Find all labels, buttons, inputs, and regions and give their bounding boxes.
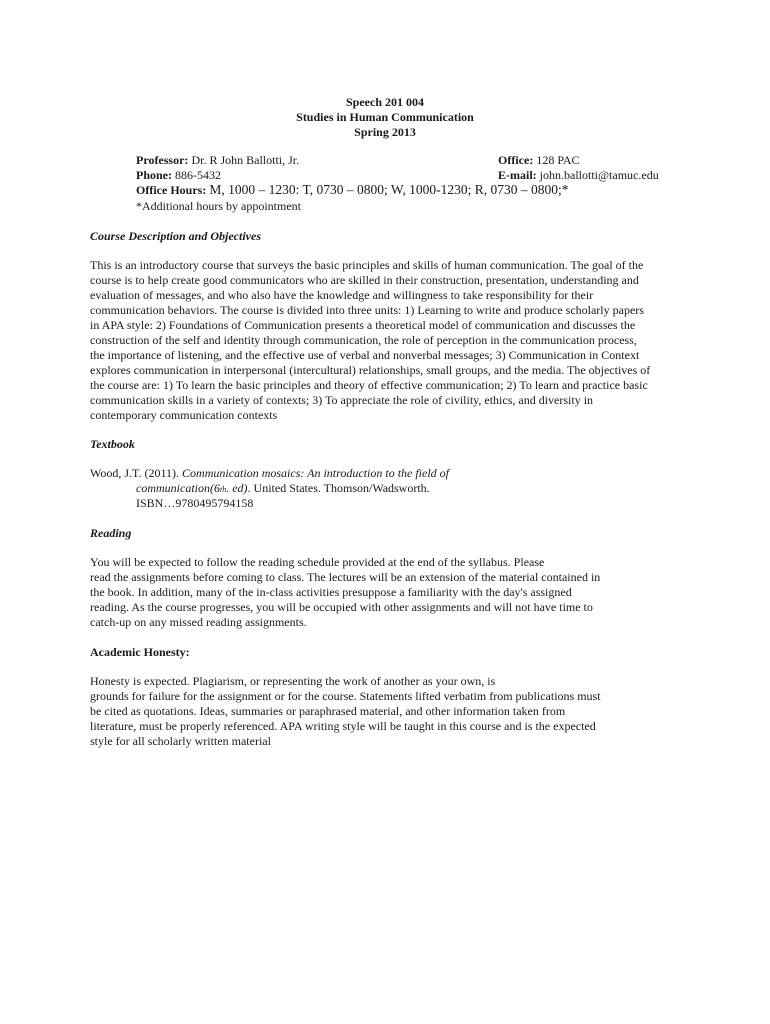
textbook-heading: Textbook [90,437,135,451]
honesty-line: literature, must be properly referenced. APA writing style will be taught in this course and is the expected [90,719,596,733]
description-line: This is an introductory course that surveys the basic principles and skills of human communication. The goal of the [90,258,644,272]
office-label: Office: [498,153,534,167]
reading-line: You will be expected to follow the reading schedule provided at the end of the syllabus. Please [90,555,545,569]
description-line: in APA style: 2) Foundations of Communication presents a theoretical model of communication and discusses the [90,318,636,332]
honesty-heading: Academic Honesty: [90,645,190,659]
phone-line [136,168,221,183]
course-term: Spring 2013 [354,125,416,139]
description-line: contemporary communication contexts [90,408,278,422]
textbook-title: Communication mosaics: An introduction to the field of [182,466,450,480]
textbook-citation-line2 [136,481,430,497]
reading-paragraph [90,555,680,630]
description-line: communication behaviors. The course is divided into three units: 1) Learning to write and produce scholarly papers [90,303,644,317]
reading-heading: Reading [90,526,132,540]
office-hours-value: M, 1000 – 1230: T, 0730 – 0800; W, 1000-1230; R, 0730 – 0800;* [209,182,569,197]
description-line: evaluation of messages, and who also have the knowledge and willingness to take responsibility for their [90,288,594,302]
office-value: 128 PAC [536,153,580,167]
textbook-isbn: ISBN…9780495794158 [136,496,254,510]
textbook-edition-sup: th [219,485,227,494]
office-hours-note: *Additional hours by appointment [136,199,301,213]
description-line: construction of the self and identity through communication, the role of perception in the communication process, [90,333,637,347]
description-line: the course are: 1) To learn the basic principles and theory of effective communication; 2) To learn and practice basic [90,378,648,392]
textbook-author: Wood, J.T. (2011). [90,466,183,480]
professor-label: Professor: [136,153,189,167]
description-line: the importance of listening, and the effective use of verbal and nonverbal messages; 3) Communication in Context [90,348,640,362]
textbook-citation-line1 [90,466,449,481]
honesty-line: grounds for failure for the assignment or for the course. Statements lifted verbatim from publications must [90,689,601,703]
email-line [498,168,659,183]
course-number: Speech 201 004 [346,95,424,109]
course-title: Studies in Human Communication [296,110,474,124]
description-line: explores communication in interpersonal (intercultural) relationships, small groups, and the media. The objectives of [90,363,651,377]
phone-value: 886-5432 [175,168,221,182]
email-value: john.ballotti@tamuc.edu [539,168,659,182]
description-line: course is to help create good communicators who are skilled in their construction, presentation, understanding and [90,273,639,287]
email-label: E-mail: [498,168,537,182]
textbook-title-cont: communication(6 [136,481,220,495]
description-line: communication skills in a variety of contexts; 3) To appreciate the role of civility, ethics, and diversity in [90,393,594,407]
reading-line: the book. In addition, many of the in-class activities presuppose a familiarity with the day's assigned [90,585,572,599]
honesty-paragraph [90,674,680,749]
professor-name: Dr. R John Ballotti, Jr. [191,153,300,167]
professor-line [136,153,299,168]
reading-line: read the assignments before coming to class. The lectures will be an extension of the material contained in [90,570,601,584]
reading-line: reading. As the course progresses, you will be occupied with other assignments and will not have time to [90,600,593,614]
office-hours-line [136,182,568,198]
reading-line: catch-up on any missed reading assignments. [90,615,307,629]
textbook-edition: . ed) [226,481,248,495]
honesty-line: style for all scholarly written material [90,734,271,748]
office-hours-label: Office Hours: [136,183,207,197]
description-heading: Course Description and Objectives [90,229,261,243]
description-paragraph [90,258,680,423]
honesty-line: Honesty is expected. Plagiarism, or representing the work of another as your own, is [90,674,496,688]
phone-label: Phone: [136,168,172,182]
honesty-line: be cited as quotations. Ideas, summaries or paraphrased material, and other information taken from [90,704,566,718]
textbook-publisher: . United States. Thomson/Wadsworth. [247,481,430,495]
office-line [498,153,580,168]
